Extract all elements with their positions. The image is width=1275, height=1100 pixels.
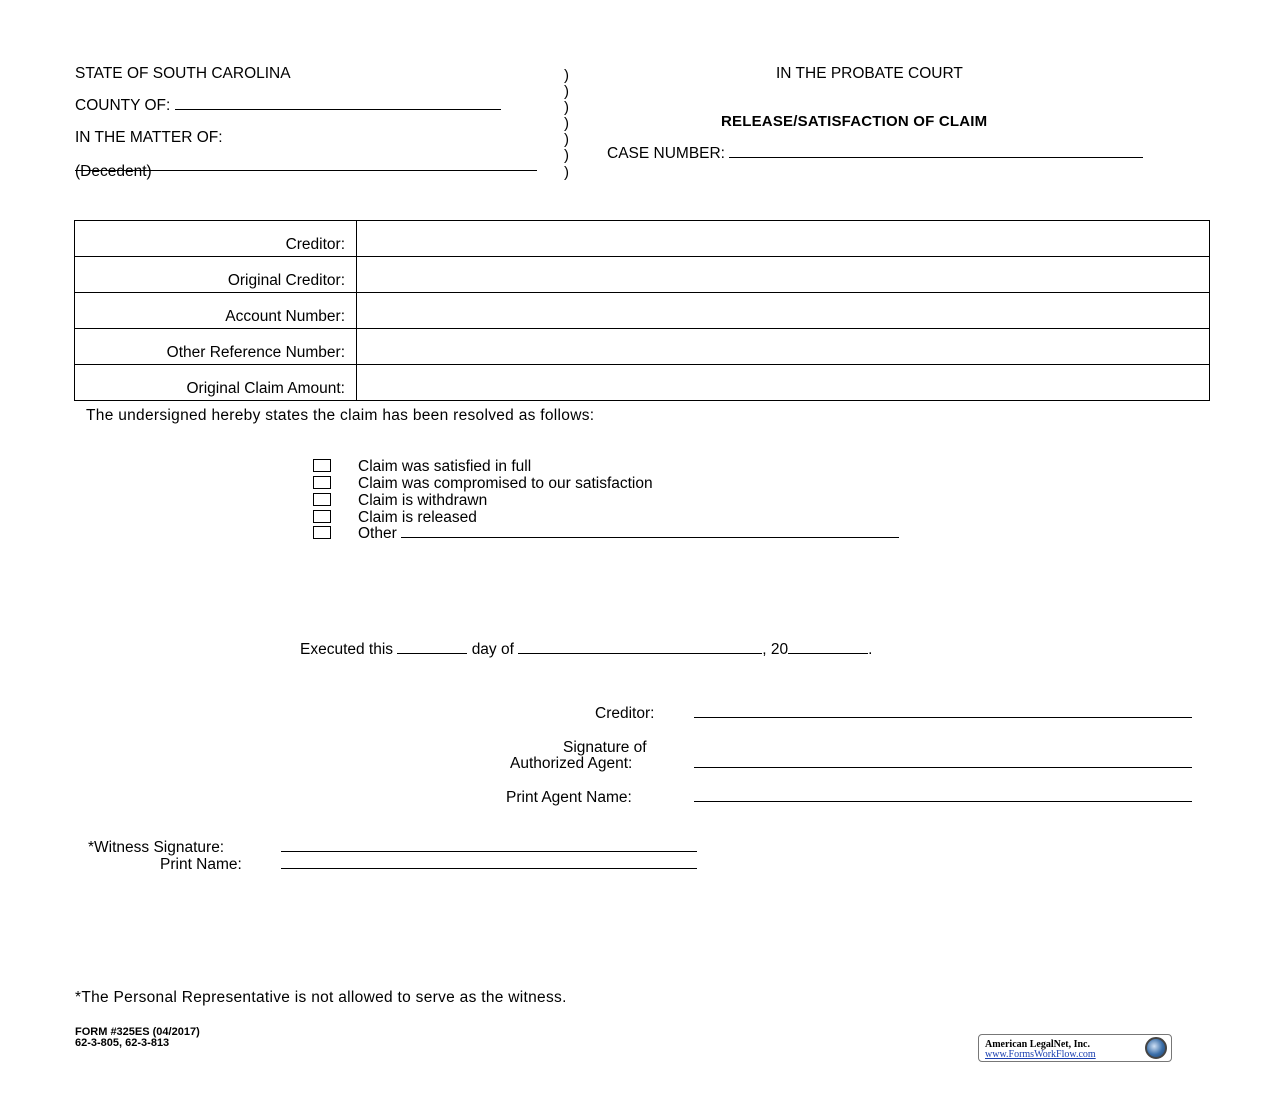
paren-6: )	[564, 147, 569, 164]
page-title: RELEASE/SATISFACTION OF CLAIM	[721, 113, 988, 130]
signature-creditor-field[interactable]	[694, 706, 1192, 722]
signature-creditor-label: Creditor:	[595, 705, 655, 722]
checkbox[interactable]	[313, 493, 331, 506]
print-agent-name-field[interactable]	[694, 790, 1192, 806]
other-reason-field[interactable]	[401, 537, 899, 538]
paren-4: )	[564, 115, 569, 132]
print-agent-name-label: Print Agent Name:	[506, 789, 632, 806]
logo-company-name: American LegalNet, Inc.	[985, 1039, 1090, 1050]
original-claim-amount-field[interactable]	[357, 365, 1210, 401]
table-row	[75, 257, 1210, 293]
account-number-field[interactable]	[357, 293, 1210, 329]
witness-signature-label: *Witness Signature:	[88, 839, 225, 856]
paren-2: )	[564, 83, 569, 100]
checkbox[interactable]	[313, 526, 331, 539]
table-row	[75, 365, 1210, 401]
account-number-label: Account Number:	[75, 293, 357, 329]
globe-icon	[1145, 1037, 1167, 1059]
witness-note: *The Personal Representative is not allowed to serve as the witness.	[75, 989, 567, 1006]
case-number-field[interactable]	[729, 157, 1143, 158]
authorized-agent-label: Authorized Agent:	[510, 755, 633, 772]
claim-details-table	[74, 220, 1210, 401]
paren-7: )	[564, 164, 569, 181]
publisher-logo[interactable]	[978, 1034, 1172, 1062]
case-number-label: CASE NUMBER:	[607, 146, 1143, 162]
year-field[interactable]	[788, 653, 868, 654]
logo-url[interactable]: www.FormsWorkFlow.com	[985, 1049, 1096, 1060]
decedent-label: (Decedent)	[75, 163, 152, 180]
creditor-field[interactable]	[357, 221, 1210, 257]
agent-signature-field[interactable]	[694, 756, 1192, 772]
court-label: IN THE PROBATE COURT	[776, 65, 963, 82]
resolution-intro: The undersigned hereby states the claim has been resolved as follows:	[86, 407, 595, 424]
executed-line: Executed this day of , 20 .	[300, 641, 873, 658]
witness-signature-field[interactable]	[281, 840, 697, 856]
matter-label: IN THE MATTER OF:	[75, 129, 223, 146]
signature-of-label: Signature of	[563, 739, 647, 756]
state-label: STATE OF SOUTH CAROLINA	[75, 65, 291, 82]
paren-1: )	[564, 67, 569, 84]
original-creditor-field[interactable]	[357, 257, 1210, 293]
original-creditor-label: Original Creditor:	[75, 257, 357, 293]
statute-reference: 62-3-805, 62-3-813	[75, 1037, 170, 1049]
other-reference-number-field[interactable]	[357, 329, 1210, 365]
creditor-label: Creditor:	[75, 221, 357, 257]
form-number: FORM #325ES (04/2017)	[75, 1026, 200, 1038]
original-claim-amount-label: Original Claim Amount:	[75, 365, 357, 401]
county-field[interactable]	[175, 109, 501, 110]
month-field[interactable]	[518, 653, 762, 654]
witness-print-name-label: Print Name:	[160, 856, 242, 873]
table-row	[75, 329, 1210, 365]
checkbox[interactable]	[313, 459, 331, 472]
county-label: COUNTY OF:	[75, 98, 501, 114]
checkbox[interactable]	[313, 510, 331, 523]
paren-3: )	[564, 99, 569, 116]
checkbox[interactable]	[313, 476, 331, 489]
table-row	[75, 293, 1210, 329]
day-field[interactable]	[397, 653, 467, 654]
paren-5: )	[564, 131, 569, 148]
witness-print-name-field[interactable]	[281, 857, 697, 873]
other-reference-number-label: Other Reference Number:	[75, 329, 357, 365]
table-row	[75, 221, 1210, 257]
